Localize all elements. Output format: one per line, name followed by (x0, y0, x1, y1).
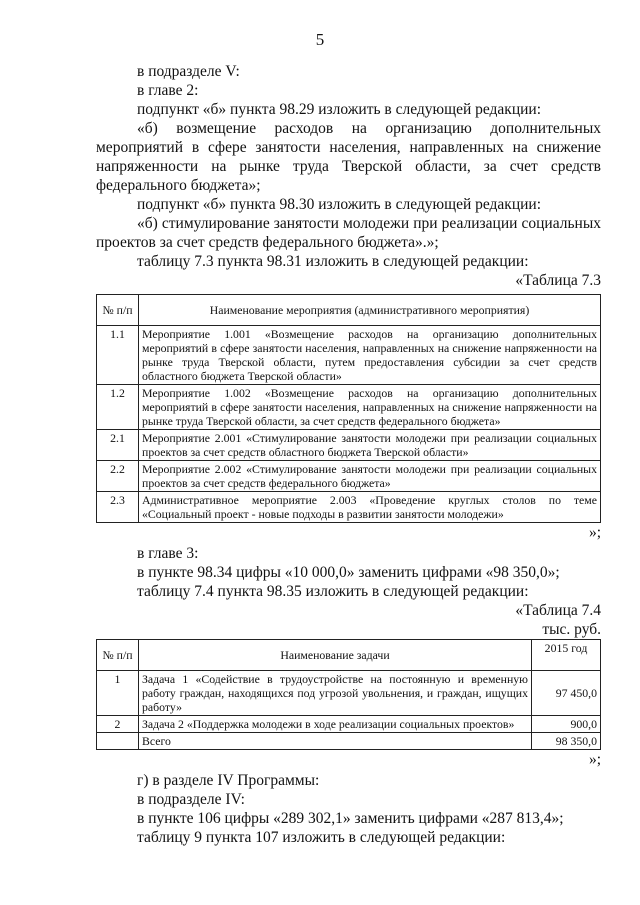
header-name: Наименование мероприятия (административного мероприятия) (139, 295, 601, 326)
paragraph: в главе 3: (137, 545, 199, 562)
table-row (97, 326, 601, 385)
header-number: № п/п (97, 295, 139, 326)
paragraph: в подразделе V: (137, 63, 240, 80)
table-row (97, 492, 601, 523)
table-7-3 (96, 294, 601, 523)
paragraph: подпункт «б» пункта 98.29 изложить в следующей редакции: (137, 101, 542, 118)
row-sum: 97 450,0 (532, 671, 601, 716)
row-text: Мероприятие 2.001 «Стимулирование занятости молодежи при реализации социальных проектов за счет средств областного бюджета Тверской области» (139, 430, 601, 461)
row-number: 1.2 (97, 385, 139, 430)
table-caption: «Таблица 7.3 (515, 272, 601, 289)
total-sum: 98 350,0 (532, 733, 601, 750)
paragraph: «б) стимулирование занятости молодежи при реализации социальных проектов за счет средств федерального бюджета».»; (96, 215, 601, 251)
paragraph: в пункте 98.34 цифры «10 000,0» заменить цифрами «98 350,0»; (137, 564, 560, 581)
row-number: 2.1 (97, 430, 139, 461)
paragraph: в пункте 106 цифры «289 302,1» заменить цифрами «287 813,4»; (137, 810, 564, 827)
row-text: Мероприятие 2.002 «Стимулирование занятости молодежи при реализации социальных проектов за счет средств федерального бюджета» (139, 461, 601, 492)
paragraph: таблицу 9 пункта 107 изложить в следующей редакции: (137, 829, 506, 846)
row-text: Мероприятие 1.001 «Возмещение расходов на организацию дополнительных мероприятий в сфере занятости населения, направленных на снижение напряженности на рынке труда Тверской области, путем предоставления субсидии за счет средств областного бюджета Тверской области» (139, 326, 601, 385)
row-number: 2 (97, 716, 139, 733)
row-text: Задача 2 «Поддержка молодежи в ходе реализации социальных проектов» (139, 716, 532, 733)
paragraph: в главе 2: (137, 82, 199, 99)
table-close: »; (588, 524, 601, 541)
paragraph: таблицу 7.3 пункта 98.31 изложить в следующей редакции: (137, 253, 529, 270)
paragraph: подпункт «б» пункта 98.30 изложить в следующей редакции: (137, 196, 542, 213)
paragraph: таблицу 7.4 пункта 98.35 изложить в следующей редакции: (137, 583, 529, 600)
table-row (97, 671, 601, 716)
row-sum: 900,0 (532, 716, 601, 733)
row-text: Задача 1 «Содействие в трудоустройстве на постоянную и временную работу граждан, находящихся под угрозой увольнения, и граждан, ищущих работу» (139, 671, 532, 716)
table-row (97, 461, 601, 492)
table-units: тыс. руб. (542, 621, 601, 638)
table-header-row (97, 640, 601, 671)
header-number: № п/п (97, 640, 139, 671)
page-number: 5 (315, 30, 325, 49)
row-number: 1.1 (97, 326, 139, 385)
row-number: 2.3 (97, 492, 139, 523)
header-name: Наименование задачи (139, 640, 532, 671)
table-header-row (97, 295, 601, 326)
table-row (97, 716, 601, 733)
table-close: »; (588, 751, 601, 768)
total-label: Всего (139, 733, 532, 750)
row-number: 1 (97, 671, 139, 716)
table-7-4 (96, 639, 601, 750)
row-number-empty (97, 733, 139, 750)
table-row (97, 385, 601, 430)
table-caption: «Таблица 7.4 (515, 602, 601, 619)
table-total-row (97, 733, 601, 750)
table-row (97, 430, 601, 461)
paragraph: «б) возмещение расходов на организацию дополнительных мероприятий в сфере занятости населения, направленных на снижение напряженности на рынке труда Тверской области, за счет средств федерального бюджета»; (96, 120, 601, 194)
row-text: Административное мероприятие 2.003 «Проведение круглых столов по теме «Социальный проект - новые подходы в развитии занятости молодежи» (139, 492, 601, 523)
header-year: 2015 год (532, 640, 601, 671)
document-body (96, 62, 601, 847)
row-number: 2.2 (97, 461, 139, 492)
row-text: Мероприятие 1.002 «Возмещение расходов на организацию дополнительных мероприятий в сфере занятости населения, направленных на снижение напряженности на рынке труда Тверской области, за счет средств федерального бюджета» (139, 385, 601, 430)
paragraph: г) в разделе IV Программы: (137, 772, 320, 789)
paragraph: в подразделе IV: (137, 791, 245, 808)
